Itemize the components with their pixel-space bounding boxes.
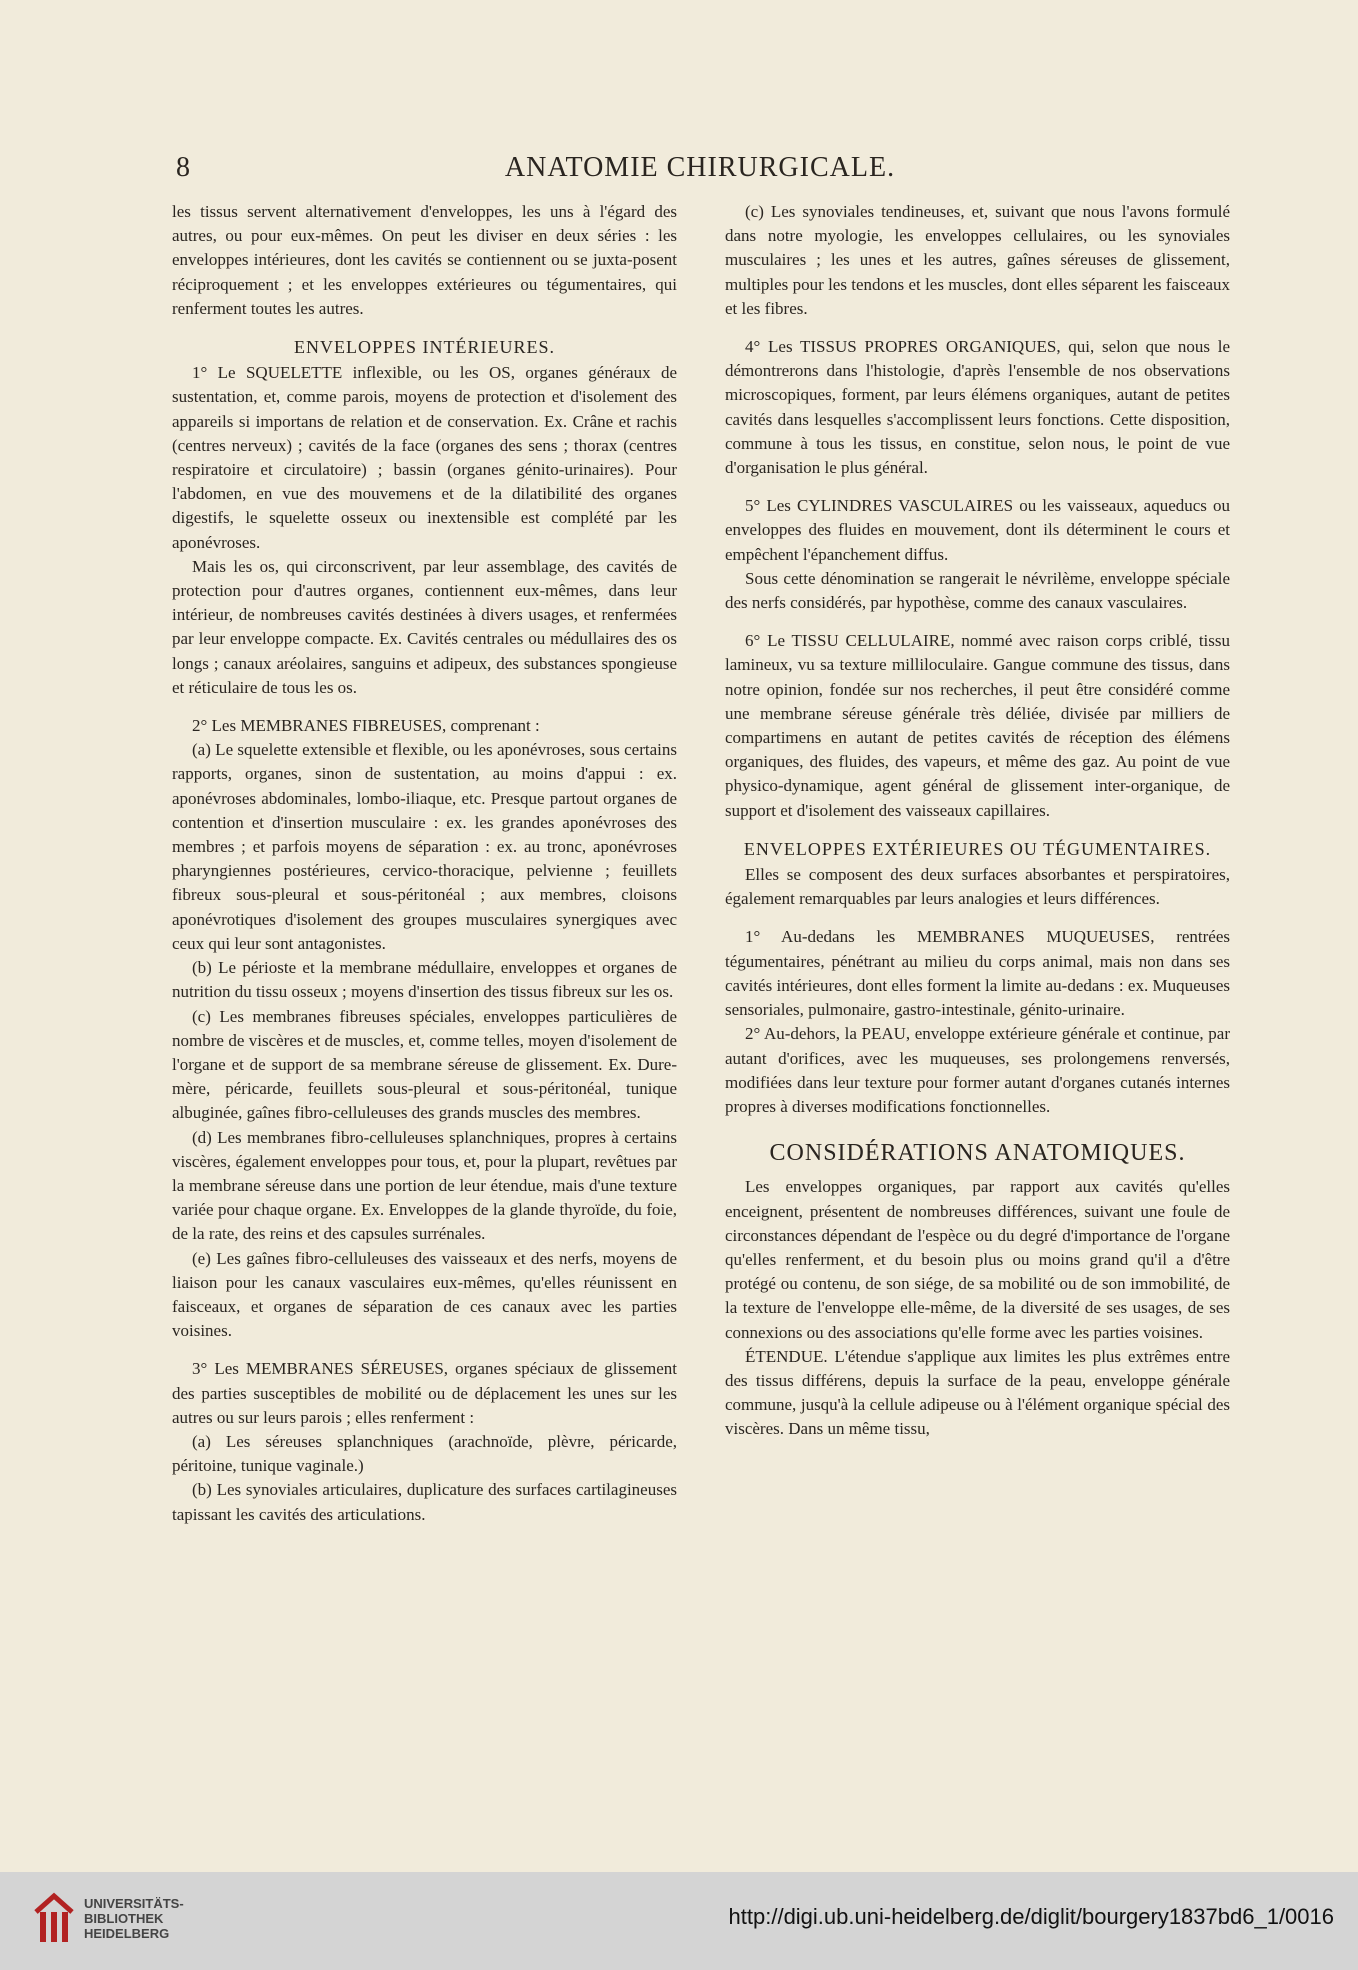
paragraph-sereuses-splanchniques: (a) Les séreuses splanchniques (arachnoïde, plèvre, péricarde, péritoine, tunique vaginale.) bbox=[172, 1431, 677, 1476]
library-logo-icon bbox=[32, 1892, 76, 1948]
paragraph-squelette: 1° Le SQUELETTE inflexible, ou les OS, organes généraux de sustentation, et, comme parois, moyens de protection et d'isolement des appareils si importans de relation et de conservation. Ex. Crâne et rachis (centres nerveux) ; cavités de la face (organes des sens ; thorax (centres respiratoire et circulatoire) ; bassin (organes génito-urinaires). Pour l'abdomen, en vue des mouvemens et de la dilatibilité des organes digestifs, le squelette osseux ou inextensible est complété par les aponévroses. bbox=[172, 363, 677, 552]
paragraph-membranes-speciales: (c) Les membranes fibreuses spéciales, enveloppes particulières de nombre de viscères et de muscles, et, comme telles, moyen d'isolement de l'organe et de support de sa membrane séreuse de glissement. Ex. Dure-mère, péricarde, feuillets sous-pleural et sous-péritonéal, tunique albuginée, gaînes fibro-celluleuses des grands muscles des membres. bbox=[172, 1006, 677, 1123]
source-url[interactable]: http://digi.ub.uni-heidelberg.de/diglit/bourgery1837bd6_1/0016 bbox=[728, 1904, 1334, 1929]
paragraph-tissus-propres: 4° Les TISSUS PROPRES ORGANIQUES, qui, selon que nous le démontrerons dans l'histologie, d'après l'ensemble de nos observations microscopiques, forment, par leurs élémens organiques, autant de petites cavités dans lesquelles s'accomplissent leurs fonctions. Cette disposition, commune à tous les tissus, en constitue, selon nous, le point de vue d'organisation le plus général. bbox=[725, 337, 1230, 478]
footer-bar bbox=[0, 1872, 1358, 1970]
right-column bbox=[725, 200, 1230, 1442]
left-column bbox=[172, 200, 677, 1527]
paragraph-nevrileme: Sous cette dénomination se rangerait le névrilème, enveloppe spéciale des nerfs considérés, par hypothèse, comme des canaux vasculaires. bbox=[725, 568, 1230, 613]
heading-enveloppes-exterieures: ENVELOPPES EXTÉRIEURES OU TÉGUMENTAIRES. bbox=[743, 838, 1212, 859]
paragraph-splanchniques: (d) Les membranes fibro-celluleuses splanchniques, propres à certains viscères, également enveloppes pour tous, et, pour la plupart, revêtues par la membrane séreuse dans une portion de leur étendue, mais d'une texture variée pour chaque organe. Ex. Enveloppes de la glande thyroïde, du foie, de la rate, des reins et des capsules surrénales. bbox=[172, 1127, 677, 1244]
library-name: UNIVERSITÄTS- BIBLIOTHEK HEIDELBERG bbox=[84, 1896, 184, 1941]
paragraph-synoviales-tendineuses: (c) Les synoviales tendineuses, et, suivant que nous l'avons formulé dans notre myologie, les enveloppes cellulaires, ou les synoviales musculaires ; les unes et les autres, gaînes séreuses de glissement, multiples pour les tendons et les muscles, dont elles séparent les faisceaux et les fibres. bbox=[725, 202, 1230, 318]
paragraph-aponevroses: (a) Le squelette extensible et flexible, ou les aponévroses, sous certains rapports, organes, sinon de sustentation, au moins d'appui : ex. aponévroses abdominales, lombo-iliaque, etc. Presque partout organes de contention et d'insertion musculaire : ex. les grandes aponévroses des membres ; et parfois moyens de séparation : ex. au tronc, aponévroses pharyngiennes postérieures, cervico-thoracique, pelvienne ; feuillets fibreux sous-pleural et sous-péritonéal ; aux membres, cloisons aponévrotiques d'isolement des groupes musculaires synergiques avec ceux qui leur sont antagonistes. bbox=[172, 740, 677, 953]
paragraph-os: Mais les os, qui circonscrivent, par leur assemblage, des cavités de protection pour d'autres organes, contiennent eux-mêmes, dans leur intérieur, de nombreuses cavités destinées à divers usages, et renfermées par leur enveloppe compacte. Ex. Cavités centrales ou médullaires des os longs ; canaux aréolaires, sanguins et adipeux, des substances spongieuse et réticulaire de tous les os. bbox=[172, 556, 677, 697]
paragraph-synoviales-articulaires: (b) Les synoviales articulaires, duplicature des surfaces cartilagineuses tapissant les cavités des articulations. bbox=[172, 1480, 677, 1524]
paragraph-etendue: ÉTENDUE. L'étendue s'applique aux limites les plus extrêmes entre des tissus différens, depuis la surface de la peau, enveloppe générale commune, jusqu'à la cellule adipeuse ou à l'élément organique spécial des viscères. Dans un même tissu, bbox=[725, 1346, 1230, 1439]
paragraph-tissu-cellulaire: 6° Le TISSU CELLULAIRE, nommé avec raison corps criblé, tissu lamineux, vu sa texture milliloculaire. Gangue commune des tissus, dans notre opinion, fondée sur nos recherches, il peut être considéré comme une membrane séreuse générale très déliée, divisée par milliers de compartimens en autant de petites cavités de réception des élémens organiques, des fluides, des vapeurs, et même des gaz. Au point de vue physico-dynamique, agent général de glissement inter-organique, de support et d'isolement des vaisseaux capillaires. bbox=[725, 631, 1230, 820]
page-title: ANATOMIE CHIRURGICALE. bbox=[504, 152, 896, 183]
paragraph-membranes-sereuses: 3° Les MEMBRANES SÉREUSES, organes spéciaux de glissement des parties susceptibles de mobilité ou de déplacement les unes sur les autres ou sur leurs parois ; elles renferment : bbox=[172, 1359, 677, 1427]
heading-enveloppes-interieures: ENVELOPPES INTÉRIEURES. bbox=[294, 337, 555, 358]
running-head bbox=[172, 150, 1228, 190]
heading-considerations: CONSIDÉRATIONS ANATOMIQUES. bbox=[769, 1140, 1186, 1167]
paragraph-perioste: (b) Le périoste et la membrane médullaire, enveloppes et organes de nutrition du tissu osseux ; moyens d'insertion des tissus fibreux sur les os. bbox=[172, 958, 677, 1002]
paragraph-gaines: (e) Les gaînes fibro-celluleuses des vaisseaux et des nerfs, moyens de liaison pour les canaux vasculaires eux-mêmes, qu'elles réunissent en faisceaux, et organes de séparation de ces canaux avec les parties voisines. bbox=[172, 1248, 677, 1341]
paragraph-enveloppes-organiques: Les enveloppes organiques, par rapport aux cavités qu'elles enceignent, présentent de nombreuses différences, suivant une foule de circonstances dépendant de l'espèce ou du degré d'importance de l'organe qu'elles renferment, et du besoin plus ou moins grand qu'il a d'être protégé ou contenu, de son siége, de sa mobilité ou de son immobilité, de la texture de l'enveloppe elle-même, de la diversité de ses usages, de ses connexions ou des associations qu'elle forme avec les parties voisines. bbox=[725, 1177, 1230, 1342]
paragraph-surfaces: Elles se composent des deux surfaces absorbantes et perspiratoires, également remarquables par leurs analogies et leurs différences. bbox=[725, 865, 1230, 909]
paragraph-muqueuses: 1° Au-dedans les MEMBRANES MUQUEUSES, rentrées tégumentaires, pénétrant au milieu du corps animal, mais non dans ses cavités intérieures, dont elles forment la limite au-dedans : ex. Muqueuses sensoriales, pulmonaire, gastro-intestinale, génito-urinaire. bbox=[725, 927, 1230, 1020]
paragraph-membranes-fibreuses: 2° Les MEMBRANES FIBREUSES, comprenant : bbox=[192, 716, 540, 736]
paragraph-peau: 2° Au-dehors, la PEAU, enveloppe extérieure générale et continue, par autant d'orifices, avec les muqueuses, ses prolongemens renversés, modifiées dans leur texture pour former autant d'organes cutanés internes propres à diverses modifications fonctionnelles. bbox=[725, 1024, 1230, 1116]
page-number: 8 bbox=[176, 152, 190, 183]
paragraph-cylindres: 5° Les CYLINDRES VASCULAIRES ou les vaisseaux, aqueducs ou enveloppes des fluides en mouvement, dont ils déterminent le cours et empêchent l'épanchement diffus. bbox=[725, 496, 1230, 564]
paragraph-intro: les tissus servent alternativement d'enveloppes, les uns à l'égard des autres, ou pour eux-mêmes. On peut les diviser en deux séries : les enveloppes intérieures, dont les cavités se contiennent ou se juxta-posent réciproquement ; et les enveloppes extérieures ou tégumentaires, qui renferment toutes les autres. bbox=[172, 202, 677, 318]
